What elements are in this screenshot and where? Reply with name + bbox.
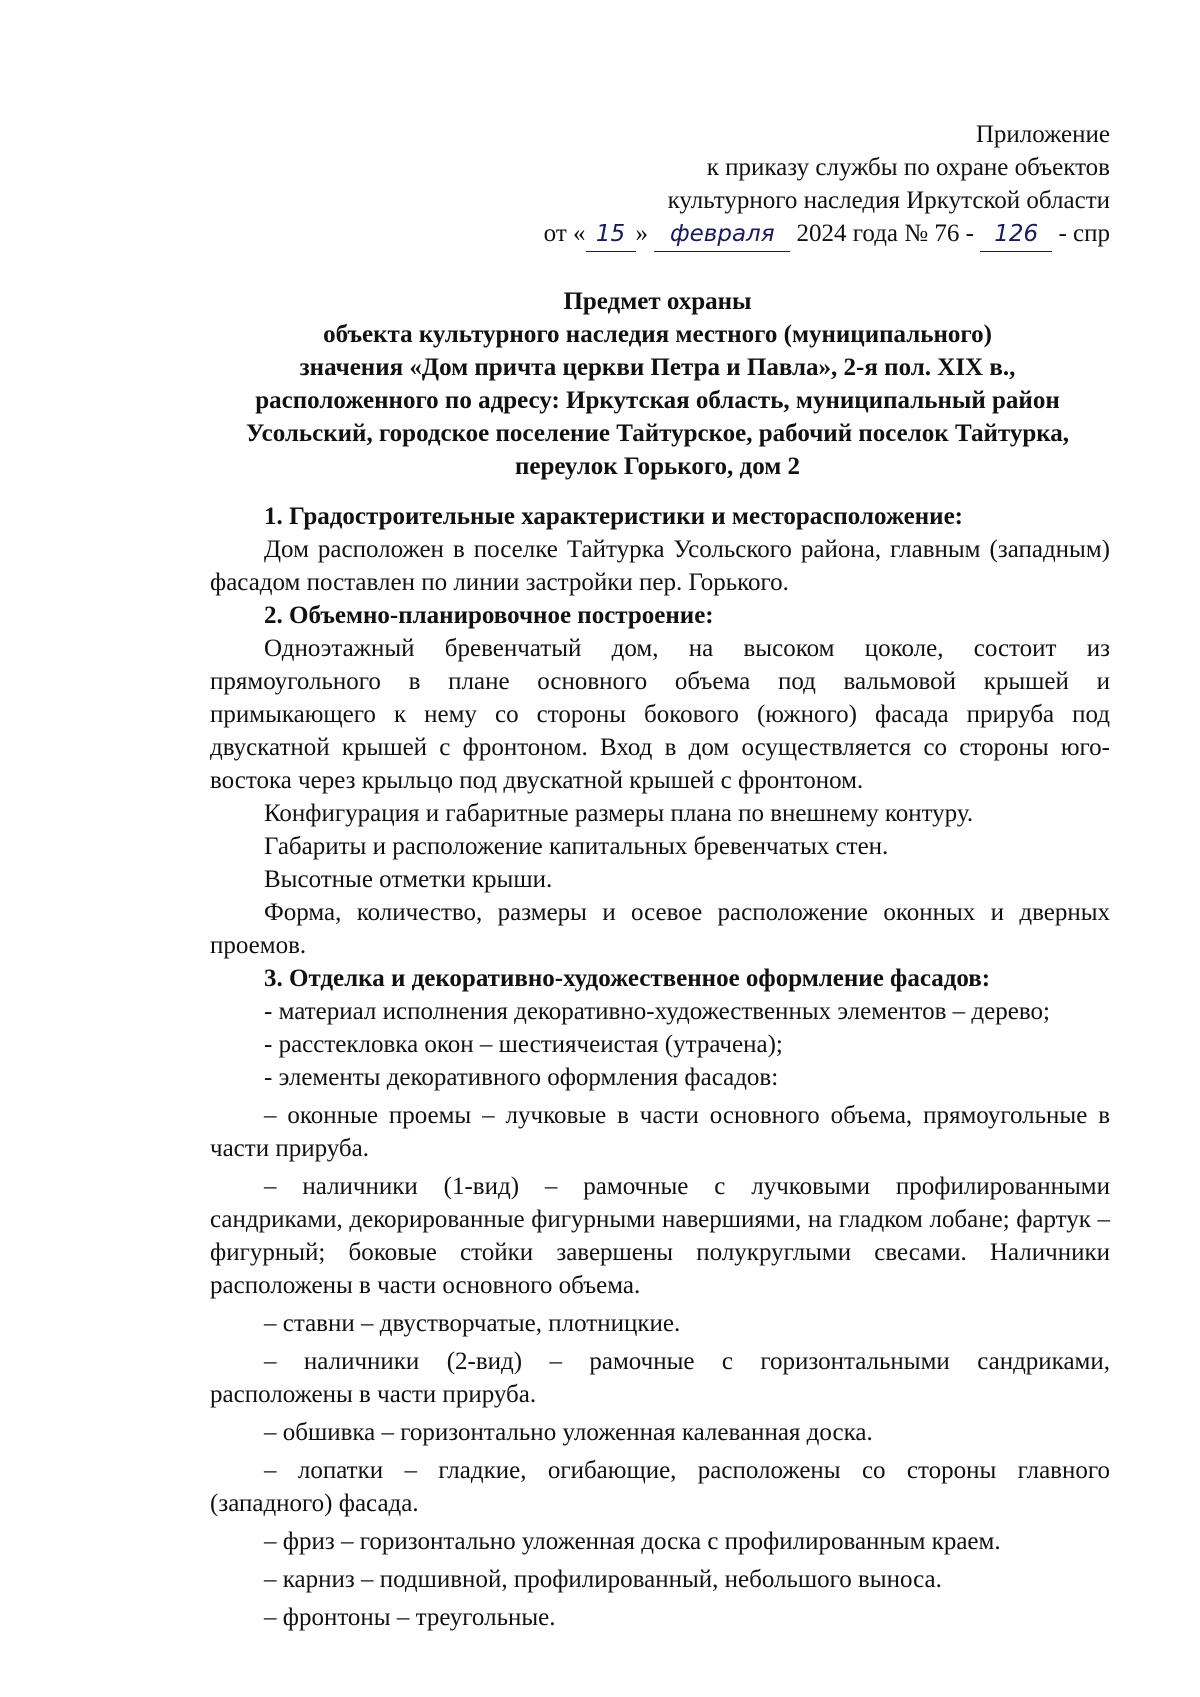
order-month-handwritten: февраля (654, 218, 790, 252)
header-order-line (544, 217, 1110, 252)
document-body (210, 500, 1110, 1634)
section-3-item: – наличники (2-вид) – рамочные с горизонтальными сандриками, расположены в части прируба. (210, 1348, 1110, 1408)
title-line-4: расположенного по адресу: Иркутская область, муниципальный район (255, 387, 1060, 414)
order-day-handwritten: 15 (586, 218, 636, 252)
section-3-item: - элементы декоративного оформления фасадов: (264, 1064, 779, 1091)
section-3-item: – ставни – двустворчатые, плотницкие. (264, 1310, 681, 1337)
section-2-item: Высотные отметки крыши. (264, 866, 553, 893)
section-2-item: Форма, количество, размеры и осевое расположение оконных и дверных проемов. (210, 899, 1110, 959)
section-2-item: Конфигурация и габаритные размеры плана по внешнему контуру. (264, 800, 974, 827)
title-line-1: Предмет охраны (563, 288, 752, 315)
order-number-handwritten: 126 (980, 218, 1052, 252)
section-3-item: - материал исполнения декоративно-художественных элементов – дерево; (264, 998, 1050, 1025)
section-3-item: – обшивка – горизонтально уложенная калеванная доска. (264, 1419, 873, 1446)
order-ot: от « (543, 220, 586, 247)
title-line-2: объекта культурного наследия местного (муниципального) (323, 321, 992, 348)
document-title (205, 285, 1110, 483)
section-3-item: – наличники (1-вид) – рамочные с лучковыми профилированными сандриками, декорированные фигурными навершиями, на гладком лобане; фартук – фигурный; боковые стойки завершены полукруглыми свесами. Наличники расположены в части основного объема. (210, 1173, 1110, 1299)
section-3-item: – лопатки – гладкие, огибающие, расположены со стороны главного (западного) фасада. (210, 1457, 1110, 1517)
header-line-3: культурного наследия Иркутской области (667, 187, 1110, 214)
title-line-6: переулок Горького, дом 2 (514, 453, 801, 480)
section-3-item: – карниз – подшивной, профилированный, небольшого выноса. (264, 1566, 942, 1593)
order-year-text: 2024 года № 76 - (796, 220, 974, 247)
section-3-heading: 3. Отделка и декоративно-художественное оформление фасадов: (264, 965, 991, 992)
section-1-heading: 1. Градостроительные характеристики и месторасположение: (264, 503, 963, 530)
appendix-header (544, 118, 1110, 252)
section-2-heading: 2. Объемно-планировочное построение: (264, 602, 714, 629)
section-3-item: – фриз – горизонтально уложенная доска с профилированным краем. (264, 1528, 1001, 1555)
header-line-2: к приказу службы по охране объектов (706, 154, 1110, 181)
section-3-item: - расстекловка окон – шестиячеистая (утрачена); (264, 1031, 783, 1058)
section-2-item: Габариты и расположение капитальных бревенчатых стен. (264, 833, 889, 860)
section-1-text: Дом расположен в поселке Тайтурка Усольского района, главным (западным) фасадом поставлен по линии застройки пер. Горького. (210, 536, 1110, 596)
header-line-1: Приложение (975, 121, 1110, 148)
order-quote-close: » (635, 220, 649, 247)
title-line-3: значения «Дом причта церкви Петра и Павла», 2-я пол. XIX в., (299, 354, 1016, 381)
section-3-item: – оконные проемы – лучковые в части основного объема, прямоугольные в части прируба. (210, 1102, 1110, 1162)
section-2-paragraph: Одноэтажный бревенчатый дом, на высоком цоколе, состоит из прямоугольного в плане основного объема под вальмовой крышей и примыкающего к нему со стороны бокового (южного) фасада прируба под двускатной крышей с фронтоном. Вход в дом осуществляется со стороны юго-востока через крыльцо под двускатной крышей с фронтоном. (210, 635, 1110, 794)
title-line-5: Усольский, городское поселение Тайтурское, рабочий поселок Тайтурка, (245, 420, 1070, 447)
section-3-item: – фронтоны – треугольные. (264, 1604, 556, 1631)
order-suffix: - спр (1058, 220, 1110, 247)
